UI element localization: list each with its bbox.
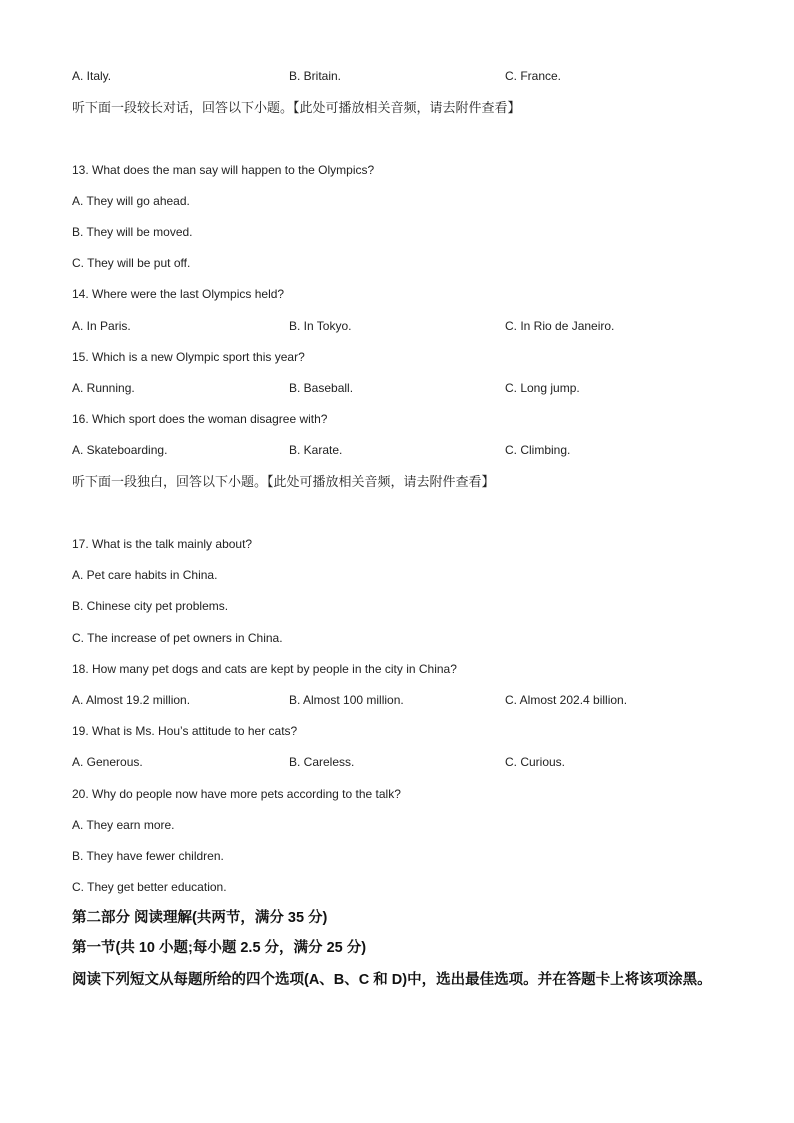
q15-option-b: B. Baseball. xyxy=(289,381,354,395)
q16-option-a: A. Skateboarding. xyxy=(72,443,168,457)
q16-option-b: B. Karate. xyxy=(289,443,343,457)
q15-options xyxy=(72,380,732,396)
q16-option-c: C. Climbing. xyxy=(505,443,571,457)
q13-option-b: B. They will be moved. xyxy=(72,225,193,239)
q18-option-b: B. Almost 100 million. xyxy=(289,693,404,707)
question-13: 13. What does the man say will happen to the Olympics? xyxy=(72,163,375,177)
part2-heading: 第二部分 阅读理解(共两节，满分 35 分) xyxy=(72,910,328,926)
section1-heading: 第一节(共 10 小题;每小题 2.5 分，满分 25 分) xyxy=(72,940,367,956)
question-20: 20. Why do people now have more pets according to the talk? xyxy=(72,787,401,801)
question-16: 16. Which sport does the woman disagree with? xyxy=(72,412,328,426)
option-b: B. Britain. xyxy=(289,69,342,83)
q19-option-b: B. Careless. xyxy=(289,755,355,769)
question-17: 17. What is the talk mainly about? xyxy=(72,537,253,551)
q19-option-a: A. Generous. xyxy=(72,755,143,769)
q13-option-c: C. They will be put off. xyxy=(72,256,191,270)
q17-option-a: A. Pet care habits in China. xyxy=(72,568,218,582)
q13-option-a: A. They will go ahead. xyxy=(72,194,190,208)
q14-option-a: A. In Paris. xyxy=(72,319,131,333)
question-19: 19. What is Ms. Hou’s attitude to her cats? xyxy=(72,724,298,738)
q20-option-b: B. They have fewer children. xyxy=(72,849,224,863)
q20-option-c: C. They get better education. xyxy=(72,880,227,894)
q14-options xyxy=(72,318,732,334)
instruction-dialog: 听下面一段较长对话，回答以下小题。【此处可播放相关音频，请去附件查看】 xyxy=(72,100,521,115)
q18-options xyxy=(72,692,732,708)
reading-instruction: 阅读下列短文从每题所给的四个选项(A、B、C 和 D)中，选出最佳选项。并在答题卡上将该项涂黑。 xyxy=(72,972,712,988)
option-c: C. France. xyxy=(505,69,562,83)
option-a: A. Italy. xyxy=(72,69,112,83)
question-18: 18. How many pet dogs and cats are kept by people in the city in China? xyxy=(72,662,457,676)
q15-option-a: A. Running. xyxy=(72,381,135,395)
options-row-top xyxy=(72,68,732,84)
question-15: 15. Which is a new Olympic sport this year? xyxy=(72,350,305,364)
q16-options xyxy=(72,442,732,458)
q18-option-c: C. Almost 202.4 billion. xyxy=(505,693,628,707)
instruction-monologue: 听下面一段独白，回答以下小题。【此处可播放相关音频，请去附件查看】 xyxy=(72,474,495,489)
q14-option-c: C. In Rio de Janeiro. xyxy=(505,319,615,333)
q17-option-b: B. Chinese city pet problems. xyxy=(72,599,229,613)
q17-option-c: C. The increase of pet owners in China. xyxy=(72,631,283,645)
question-14: 14. Where were the last Olympics held? xyxy=(72,287,285,301)
q19-option-c: C. Curious. xyxy=(505,755,566,769)
q19-options xyxy=(72,754,732,770)
q15-option-c: C. Long jump. xyxy=(505,381,580,395)
q20-option-a: A. They earn more. xyxy=(72,818,175,832)
q18-option-a: A. Almost 19.2 million. xyxy=(72,693,191,707)
q14-option-b: B. In Tokyo. xyxy=(289,319,352,333)
